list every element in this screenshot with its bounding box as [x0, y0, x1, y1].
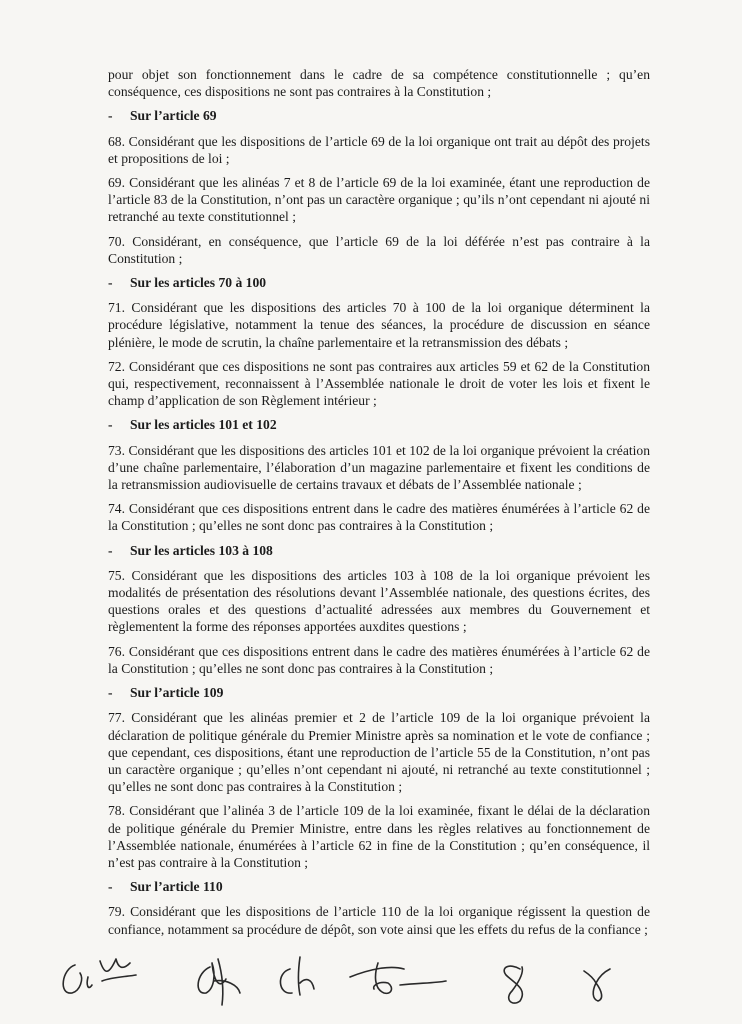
paragraph: 72. Considérant que ces dispositions ne sont pas contraires aux articles 59 et 62 de la Constitution qui, respectivement, reconnaissent à l’Assemblée nationale le droit de voter les lois et fixent le champ d’application de son Règlement intérieur ; — [108, 358, 650, 409]
heading-text: Sur les articles 70 à 100 — [130, 275, 267, 291]
paragraph: 78. Considérant que l’alinéa 3 de l’article 109 de la loi examinée, fixant le délai de la déclaration de politique générale du Premier Ministre, entre dans les règles relatives au fonctionnement de l’Assemblée nationale, énumérées à l’article 62 in fine de la Constitution ; qu’en conséquence, il n’est pas contraire à la Constitution ; — [108, 803, 650, 870]
initial-5 — [350, 963, 446, 993]
heading-text: Sur les articles 103 à 108 — [130, 542, 273, 558]
initial-4 — [280, 957, 314, 995]
heading-dash: - — [108, 108, 113, 124]
paragraph: 70. Considérant, en conséquence, que l’article 69 de la loi déférée n’est pas contraire à la Constitution ; — [108, 233, 650, 266]
paragraph: 76. Considérant que ces dispositions entrent dans le cadre des matières énumérées à l’article 62 de la Constitution ; qu’elles ne sont donc pas contraires à la Constitution ; — [108, 643, 650, 676]
paragraph: 73. Considérant que les dispositions des articles 101 et 102 de la loi organique prévoient la création d’une chaîne parlementaire, l’élaboration d’un magazine parlementaire et fixent les conditions de la retransmission audiovisuelle de certains travaux et débats de l’Assemblée nationale ; — [108, 442, 650, 493]
heading-text: Sur l’article 69 — [130, 108, 217, 124]
handwritten-initials — [0, 955, 742, 1024]
paragraph: 68. Considérant que les dispositions de l’article 69 de la loi organique ont trait au dépôt des projets et propositions de loi ; — [108, 133, 650, 166]
paragraph: 77. Considérant que les alinéas premier et 2 de l’article 109 de la loi organique prévoient la déclaration de politique générale du Premier Ministre après sa nomination et le vote de confiance ; que cependant, ces dispositions, étant une reproduction de l’article 55 de la Constitution, n’ont pas un caractère organique ; qu’elles n’ont cependant ni ajouté, ni retranché au texte constitutionnel ; qu’elles ne sont donc pas contraires à la Constitution ; — [108, 710, 650, 795]
paragraph: 71. Considérant que les dispositions des articles 70 à 100 de la loi organique déterminent la procédure législative, notamment la tenue des séances, la procédure de discussion en séance plénière, le mode de scrutin, la chaîne parlementaire et la retransmission des débats ; — [108, 300, 650, 350]
paragraph: 74. Considérant que ces dispositions entrent dans le cadre des matières énumérées à l’article 62 de la Constitution ; qu’elles ne sont donc pas contraires à la Constitution ; — [108, 501, 650, 534]
paragraph: pour objet son fonctionnement dans le cadre de sa compétence constitutionnelle ; qu’en conséquence, ces dispositions ne sont pas contraires à la Constitution ; — [108, 67, 650, 100]
initial-7 — [584, 969, 610, 1001]
section-heading — [108, 416, 650, 433]
heading-text: Sur les articles 101 et 102 — [130, 417, 277, 433]
paragraph: 69. Considérant que les alinéas 7 et 8 de l’article 69 de la loi examinée, étant une reproduction de l’article 83 de la Constitution, n’ont pas un caractère organique ; qu’ils n’ont cependant ni ajouté ni retranché au texte constitutionnel ; — [108, 175, 650, 225]
section-heading — [108, 107, 650, 124]
initial-1 — [63, 965, 92, 993]
heading-dash: - — [108, 417, 113, 433]
section-heading — [108, 542, 650, 559]
heading-dash: - — [108, 542, 113, 558]
heading-text: Sur l’article 109 — [130, 685, 224, 701]
heading-text: Sur l’article 110 — [130, 879, 223, 895]
heading-dash: - — [108, 685, 113, 701]
initial-6 — [504, 966, 522, 1003]
heading-dash: - — [108, 275, 113, 291]
initial-2 — [100, 959, 136, 981]
section-heading — [108, 878, 650, 895]
paragraph: 79. Considérant que les dispositions de l’article 110 de la loi organique régissent la question de confiance, notamment sa procédure de dépôt, son vote ainsi que les effets du refus de la confiance ; — [108, 904, 650, 937]
heading-dash: - — [108, 879, 113, 895]
section-heading — [108, 684, 650, 701]
initial-3 — [198, 959, 240, 1005]
paragraph: 75. Considérant que les dispositions des articles 103 à 108 de la loi organique prévoient les modalités de présentation des résolutions devant l’Assemblée nationale, des questions écrites, des questions orales et des questions d’actualité adressées aux membres du Gouvernement et règlementent la forme des réponses apportées auxdites questions ; — [108, 567, 650, 635]
section-heading — [108, 274, 650, 291]
document-body — [108, 66, 650, 945]
